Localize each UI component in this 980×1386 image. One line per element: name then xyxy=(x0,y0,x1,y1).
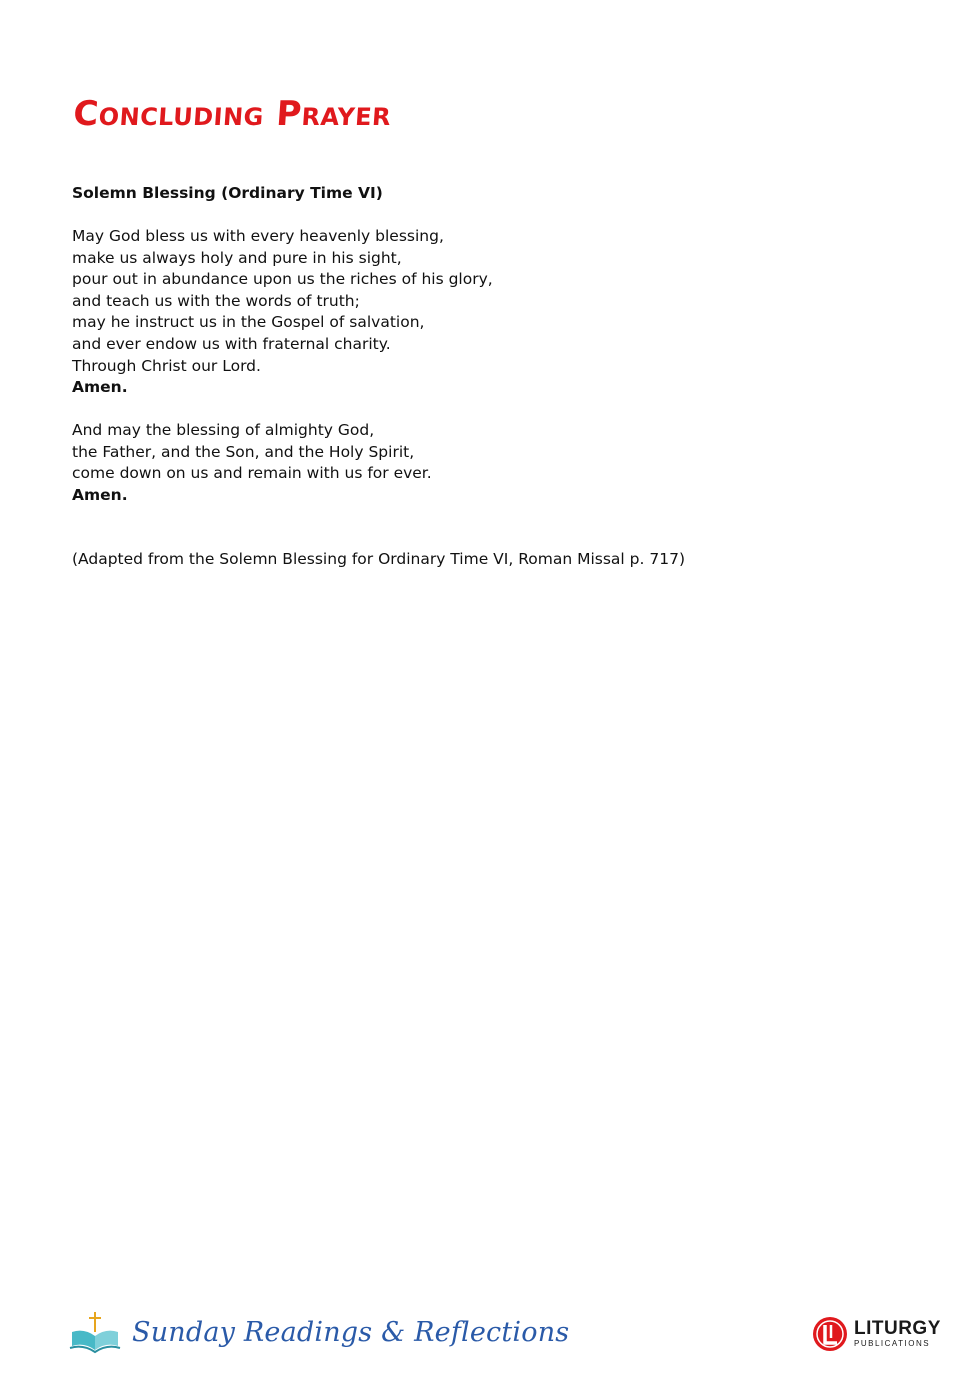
brand-wordmark: Sunday Readings & Reflections xyxy=(132,1316,570,1348)
verse-line: May God bless us with every heavenly blessing, xyxy=(72,227,444,245)
verse-line: the Father, and the Son, and the Holy Spirit, xyxy=(72,442,415,461)
publisher-name: LITURGY xyxy=(854,1318,941,1339)
verse-line: And may the blessing of almighty God, xyxy=(72,421,375,439)
response-amen: Amen. xyxy=(72,378,128,397)
verse-line: pour out in abundance upon us the riches of his glory, xyxy=(72,270,493,289)
verse-line: may he instruct us in the Gospel of salvation, xyxy=(72,313,425,332)
verse-line: and teach us with the words of truth; xyxy=(72,291,360,310)
response-amen: Amen. xyxy=(72,485,128,504)
liturgy-logo-icon xyxy=(812,1316,848,1352)
open-book-cross-icon xyxy=(68,1310,122,1354)
verse-line: Through Christ our Lord. xyxy=(72,356,261,375)
publisher-subtitle: PUBLICATIONS xyxy=(854,1339,931,1348)
blessing-stanza-2 xyxy=(72,420,432,506)
verse-line: make us always holy and pure in his sight, xyxy=(72,248,402,267)
verse-line: and ever endow us with fraternal charity. xyxy=(72,334,391,353)
publisher-logo xyxy=(812,1314,941,1354)
source-citation: (Adapted from the Solemn Blessing for Ordinary Time VI, Roman Missal p. 717) xyxy=(72,550,685,568)
footer-brand xyxy=(68,1308,569,1356)
blessing-title: Solemn Blessing (Ordinary Time VI) xyxy=(72,184,383,202)
page-title: Concluding Prayer xyxy=(72,94,393,134)
verse-line: come down on us and remain with us for ever. xyxy=(72,464,432,483)
blessing-stanza-1 xyxy=(72,226,493,399)
